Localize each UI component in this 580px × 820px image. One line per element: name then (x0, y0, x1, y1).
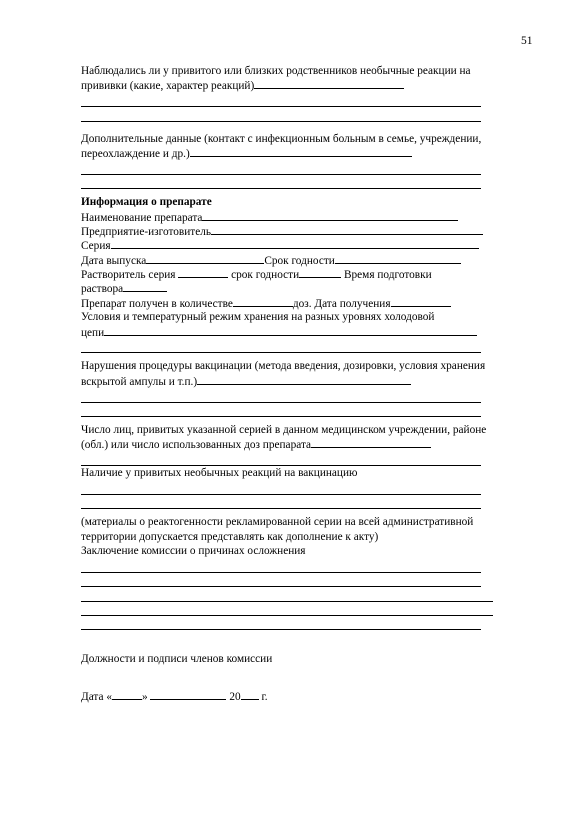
solution-row (81, 281, 541, 295)
page-number: 51 (521, 35, 533, 47)
release-expiry-row (81, 253, 541, 267)
date-quote-close: » (142, 690, 148, 703)
additional-data-field[interactable] (190, 146, 412, 157)
date-year-field[interactable] (241, 689, 259, 700)
release-date-label: Дата выпуска (81, 254, 147, 267)
conclusion-blank-line-3[interactable] (81, 587, 493, 601)
diluent-row (81, 267, 541, 281)
additional-data-line1: Дополнительные данные (контакт с инфекционным больным в семье, учреждении, (81, 132, 482, 145)
storage-line1: Условия и температурный режим хранения на разных уровнях холодовой (81, 311, 435, 324)
unusual-reactions-label: Наличие у привитых необычных реакций на вакцинацию (81, 467, 358, 480)
storage-label: цепи (81, 326, 105, 339)
storage-row (81, 325, 541, 339)
storage-field[interactable] (104, 325, 477, 336)
unusual-reactions-blank-line-2[interactable] (81, 495, 481, 509)
violations-blank-line-2[interactable] (81, 403, 481, 417)
series-field[interactable] (111, 238, 479, 249)
materials-note-section (81, 515, 541, 630)
reactions-question-line2 (81, 78, 541, 92)
doses-label: доз. Дата получения (292, 297, 391, 310)
vaccinated-count-row (81, 437, 541, 451)
violations-label: вскрытой ампулы и т.п.) (81, 375, 198, 388)
conclusion-blank-line-4[interactable] (81, 602, 493, 616)
date-year-prefix: 20 (229, 690, 241, 703)
expiry-field[interactable] (335, 253, 461, 264)
expiry-label: Срок годности (264, 254, 335, 267)
violations-blank-line-1[interactable] (81, 388, 481, 402)
conclusion-label: Заключение комиссии о причинах осложнения (81, 545, 306, 558)
drug-name-field[interactable] (202, 210, 458, 221)
date-prefix: Дата « (81, 690, 112, 703)
prep-time-label: Время подготовки (343, 269, 432, 282)
drug-name-label: Наименование препарата (81, 211, 203, 224)
reactions-blank-line-2[interactable] (81, 107, 481, 121)
series-label: Серия (81, 240, 111, 253)
additional-data-label: переохлаждение и др.) (81, 147, 190, 160)
reactions-question-label: прививки (какие, характер реакций) (81, 80, 255, 93)
solution-label: раствора (81, 283, 124, 296)
vaccinated-count-line1: Число лиц, привитых указанной серией в данном медицинском учреждении, районе (81, 423, 487, 436)
unusual-reactions-blank-line-1[interactable] (81, 481, 481, 495)
storage-blank-line[interactable] (81, 339, 481, 353)
diluent-series-label: Растворитель серия (81, 269, 176, 282)
additional-data-section (81, 132, 541, 190)
signatures-label: Должности и подписи членов комиссии (81, 653, 273, 666)
manufacturer-label: Предприятие-изготовитель (81, 225, 212, 238)
violations-line1: Нарушения процедуры вакцинации (метода введения, дозировки, условия хранения (81, 360, 486, 373)
conclusion-blank-line-1[interactable] (81, 559, 481, 573)
conclusion-blank-line-2[interactable] (81, 573, 481, 587)
form-body (81, 64, 541, 703)
violations-row (81, 374, 541, 388)
date-day-field[interactable] (112, 689, 142, 700)
reactions-question-section (81, 64, 541, 122)
received-row (81, 296, 541, 310)
date-year-suffix: г. (261, 690, 268, 703)
vaccinated-count-section (81, 423, 541, 466)
violations-field[interactable] (197, 374, 411, 385)
date-row (81, 689, 541, 703)
received-date-field[interactable] (391, 296, 451, 307)
series-row (81, 238, 541, 252)
reactions-question-line1: Наблюдались ли у привитого или близких родственников необычные реакции на (81, 65, 471, 77)
additional-data-blank-line-2[interactable] (81, 175, 481, 189)
additional-data-line2 (81, 146, 541, 160)
manufacturer-row (81, 224, 541, 238)
vaccinated-count-label: (обл.) или число использованных доз препарата (81, 439, 312, 452)
reactions-blank-line-1[interactable] (81, 93, 481, 107)
release-date-field[interactable] (146, 253, 264, 264)
unusual-reactions-section (81, 466, 541, 509)
materials-note-line1: (материалы о реактогенности рекламированной серии на всей административной (81, 516, 474, 529)
violations-section (81, 359, 541, 417)
received-label: Препарат получен в количестве (81, 297, 233, 310)
drug-info-section (81, 195, 541, 353)
drug-name-row (81, 210, 541, 224)
vaccinated-count-blank-line[interactable] (81, 452, 481, 466)
solution-time-field[interactable] (123, 281, 167, 292)
materials-note-line2: территории допускается представлять как дополнение к акту) (81, 530, 379, 543)
diluent-expiry-label: срок годности (231, 269, 300, 282)
manufacturer-field[interactable] (211, 224, 483, 235)
date-month-field[interactable] (150, 689, 226, 700)
received-amount-field[interactable] (233, 296, 293, 307)
diluent-expiry-field[interactable] (299, 267, 341, 278)
additional-data-blank-line-1[interactable] (81, 160, 481, 174)
drug-info-heading: Информация о препарате (81, 196, 212, 209)
diluent-series-field[interactable] (178, 267, 228, 278)
reactions-answer-field[interactable] (254, 78, 404, 89)
conclusion-blank-line-5[interactable] (81, 616, 481, 630)
vaccinated-count-field[interactable] (311, 437, 431, 448)
